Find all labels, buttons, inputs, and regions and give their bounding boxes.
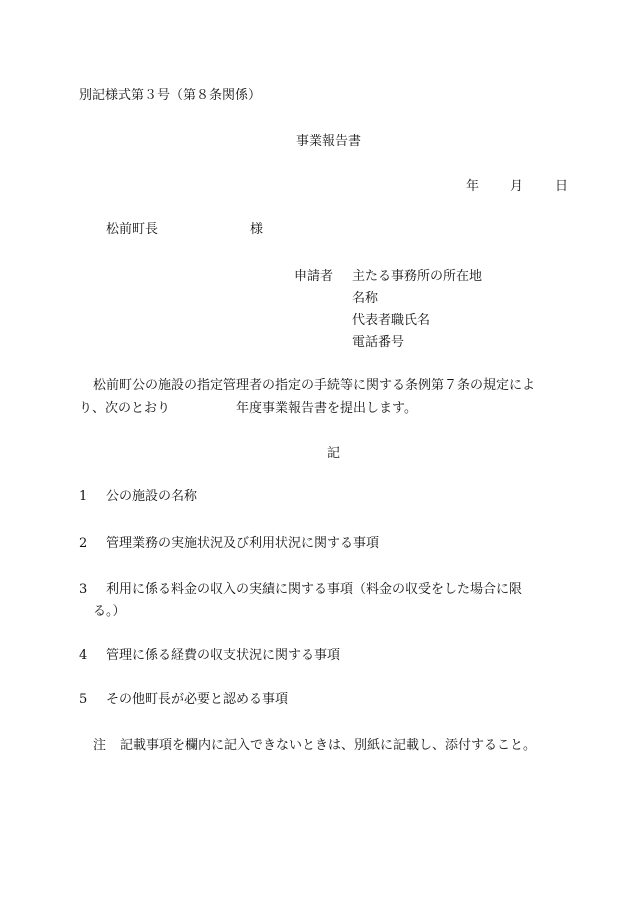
- date-month-label: 月: [510, 179, 524, 194]
- item-number: 1: [79, 489, 88, 504]
- note-label: 注: [93, 738, 107, 753]
- addressee-honorific: 様: [250, 222, 264, 237]
- body-line-2-start: り、次のとおり: [79, 401, 171, 416]
- body-line-2-end: 年度事業報告書を提出します。: [236, 401, 417, 416]
- item-text: その他町長が必要と認める事項: [106, 692, 289, 707]
- applicant-field-phone: 電話番号: [352, 335, 405, 350]
- applicant-label: 申請者: [294, 269, 334, 284]
- form-number: 別記様式第３号（第８条関係）: [79, 88, 262, 103]
- applicant-field-address: 主たる事務所の所在地: [352, 269, 483, 284]
- document-title: 事業報告書: [296, 134, 362, 149]
- item-number: 2: [79, 536, 88, 551]
- note-text: 記載事項を欄内に記入できないときは、別紙に記載し、添付すること。: [120, 738, 537, 753]
- applicant-field-name: 名称: [352, 291, 379, 306]
- date-year-label: 年: [466, 179, 480, 194]
- item-number: 4: [79, 648, 88, 663]
- item-number: 5: [79, 692, 88, 707]
- item-text: 管理に係る経費の収支状況に関する事項: [106, 648, 341, 663]
- date-day-label: 日: [555, 179, 569, 194]
- ki-heading: 記: [327, 446, 341, 461]
- addressee-name: 松前町長: [106, 222, 159, 237]
- applicant-field-representative: 代表者職氏名: [352, 313, 431, 328]
- item-text: 利用に係る料金の収入の実績に関する事項（料金の収受をした場合に限: [106, 582, 523, 597]
- item-text: 公の施設の名称: [106, 489, 198, 504]
- item-number: 3: [79, 582, 88, 597]
- item-text-continuation: る。）: [93, 604, 126, 619]
- body-line-1: 松前町公の施設の指定管理者の指定の手続等に関する条例第７条の規定によ: [93, 378, 536, 393]
- item-text: 管理業務の実施状況及び利用状況に関する事項: [106, 536, 380, 551]
